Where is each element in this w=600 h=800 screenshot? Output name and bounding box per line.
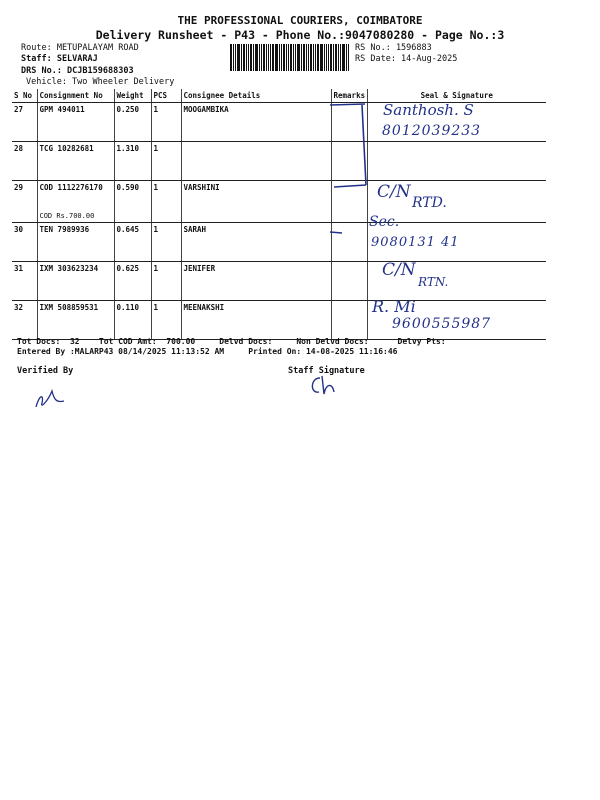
barcode-bar xyxy=(241,44,242,71)
staff-handwritten-signature xyxy=(306,372,340,398)
barcode-bar xyxy=(263,44,265,71)
table-row xyxy=(12,142,546,181)
row-weight: 0.250 xyxy=(114,103,151,142)
barcode-bar xyxy=(279,44,280,71)
barcode-bar xyxy=(303,44,305,71)
row-sno: 32 xyxy=(12,301,37,340)
row-consignment-number: COD 1112276170 xyxy=(39,183,103,192)
row-consignment xyxy=(37,181,114,223)
barcode-bar xyxy=(266,44,267,71)
barcode-bar xyxy=(346,44,347,71)
row-sno: 29 xyxy=(12,181,37,223)
handwritten-phone-30: 9080131 41 xyxy=(371,235,460,250)
row-signature xyxy=(367,142,546,181)
row-sno: 30 xyxy=(12,223,37,262)
row-consignee: MOOGAMBIKA xyxy=(181,103,331,142)
row-consignee: JENIFER xyxy=(181,262,331,301)
barcode-bar xyxy=(237,44,240,71)
barcode-bar xyxy=(288,44,289,71)
row-weight: 1.310 xyxy=(114,142,151,181)
barcode-bar xyxy=(348,44,349,71)
row-weight: 0.110 xyxy=(114,301,151,340)
handwritten-cn-29: C/N xyxy=(377,182,411,202)
row-sno: 27 xyxy=(12,103,37,142)
barcode-bar xyxy=(272,44,274,71)
verifier-signature xyxy=(30,383,70,413)
barcode-bar xyxy=(275,44,278,71)
barcode-bar xyxy=(330,44,332,71)
row-pcs: 1 xyxy=(151,142,181,181)
barcode-bar xyxy=(233,44,234,71)
barcode-bar xyxy=(259,44,260,71)
barcode-bar xyxy=(295,44,296,71)
barcode-bar xyxy=(342,44,345,71)
barcode-bar xyxy=(306,44,307,71)
table-row xyxy=(12,223,546,262)
barcode-bar xyxy=(283,44,285,71)
barcode-bar xyxy=(324,44,325,71)
barcode-bar xyxy=(317,44,319,71)
barcode-bar xyxy=(335,44,337,71)
barcode-bar xyxy=(281,44,282,71)
barcode-bar xyxy=(320,44,323,71)
barcode-bar xyxy=(340,44,341,71)
col-sno: S No xyxy=(12,89,37,103)
entered-by-line: Entered By :MALARP43 08/14/2025 11:13:52 AM Printed On: 14-08-2025 11:16:46 xyxy=(17,347,398,356)
barcode-bar xyxy=(313,44,314,71)
barcode-bar xyxy=(310,44,312,71)
row-consignee: SARAH xyxy=(181,223,331,262)
row-weight: 0.625 xyxy=(114,262,151,301)
handwritten-phone-32: 9600555987 xyxy=(392,316,492,332)
row-pcs: 1 xyxy=(151,301,181,340)
handwritten-name-32: R. Mi xyxy=(372,297,416,316)
row-consignment: TEN 7989936 xyxy=(37,223,114,262)
barcode-bar xyxy=(315,44,316,71)
drs-label: DRS No.: DCJB159688303 xyxy=(21,66,134,76)
barcode-bar xyxy=(248,44,249,71)
row-consignment: IXM 508859531 xyxy=(37,301,114,340)
handwritten-phone-27: 8012039233 xyxy=(382,123,482,139)
handwritten-rtn-31: RTN. xyxy=(418,275,449,289)
row-consignee: VARSHINI xyxy=(181,181,331,223)
col-consignment: Consignment No xyxy=(37,89,114,103)
totals-line: Tot Docs: 32 Tot COD Amt: 700.00 Delvd Docs: Non Delvd Docs: Delvy Pts: xyxy=(17,337,446,346)
barcode-bar xyxy=(290,44,292,71)
handwritten-rtd-29: RTD. xyxy=(412,195,447,211)
barcode-bar xyxy=(253,44,254,71)
staff-label: Staff: SELVARAJ xyxy=(21,54,98,64)
rs-number: RS No.: 1596883 xyxy=(355,43,432,53)
handwritten-cn-31: C/N xyxy=(382,260,416,280)
row-pcs: 1 xyxy=(151,103,181,142)
col-weight: Weight xyxy=(114,89,151,103)
barcode-bar xyxy=(235,44,236,71)
barcode-bar xyxy=(293,44,294,71)
row-weight: 0.645 xyxy=(114,223,151,262)
runsheet-subtitle: Delivery Runsheet - P43 - Phone No.:9047080280 - Page No.:3 xyxy=(95,28,505,42)
route-label: Route: METUPALAYAM ROAD xyxy=(21,43,139,53)
vehicle-label: Vehicle: Two Wheeler Delivery xyxy=(26,77,175,87)
company-title: THE PROFESSIONAL COURIERS, COIMBATORE xyxy=(177,14,423,27)
row-weight: 0.590 xyxy=(114,181,151,223)
col-pcs: PCS xyxy=(151,89,181,103)
table-row xyxy=(12,181,546,223)
barcode-bar xyxy=(246,44,247,71)
row-pcs: 1 xyxy=(151,262,181,301)
handwritten-sec-30: Sec. xyxy=(369,214,400,230)
barcode-bar xyxy=(286,44,287,71)
barcode-bar xyxy=(333,44,334,71)
barcode-bar xyxy=(230,44,232,71)
handwritten-name-27: Santhosh. S xyxy=(383,101,474,119)
barcode-bar xyxy=(250,44,252,71)
barcode-bar xyxy=(297,44,300,71)
barcode-bar xyxy=(328,44,329,71)
barcode-bar xyxy=(326,44,327,71)
barcode-bar xyxy=(301,44,302,71)
row-sno: 28 xyxy=(12,142,37,181)
row-consignment: GPM 494011 xyxy=(37,103,114,142)
staff-signature-label: Staff Signature xyxy=(288,366,365,376)
row-pcs: 1 xyxy=(151,181,181,223)
row-consignee xyxy=(181,142,331,181)
barcode-bar xyxy=(243,44,245,71)
col-remarks: Remarks xyxy=(331,89,367,103)
barcode-bar xyxy=(261,44,262,71)
row-consignment: IXM 303623234 xyxy=(37,262,114,301)
barcode xyxy=(230,44,348,71)
barcode-bar xyxy=(308,44,309,71)
table-row xyxy=(12,262,546,301)
col-signature: Seal & Signature xyxy=(367,89,546,103)
barcode-bar xyxy=(270,44,271,71)
barcode-bar xyxy=(338,44,339,71)
row-remarks xyxy=(331,301,367,340)
verified-by-label: Verified By xyxy=(17,366,74,376)
barcode-bar xyxy=(268,44,269,71)
row-consignment: TCG 10282681 xyxy=(37,142,114,181)
row-sno: 31 xyxy=(12,262,37,301)
barcode-bar xyxy=(255,44,258,71)
row-pcs: 1 xyxy=(151,223,181,262)
col-consignee: Consignee Details xyxy=(181,89,331,103)
row-consignee: MEENAKSHI xyxy=(181,301,331,340)
rs-date: RS Date: 14-Aug-2025 xyxy=(355,54,458,64)
cod-amount-note: COD Rs.700.00 xyxy=(39,212,95,220)
row-remarks xyxy=(331,262,367,301)
